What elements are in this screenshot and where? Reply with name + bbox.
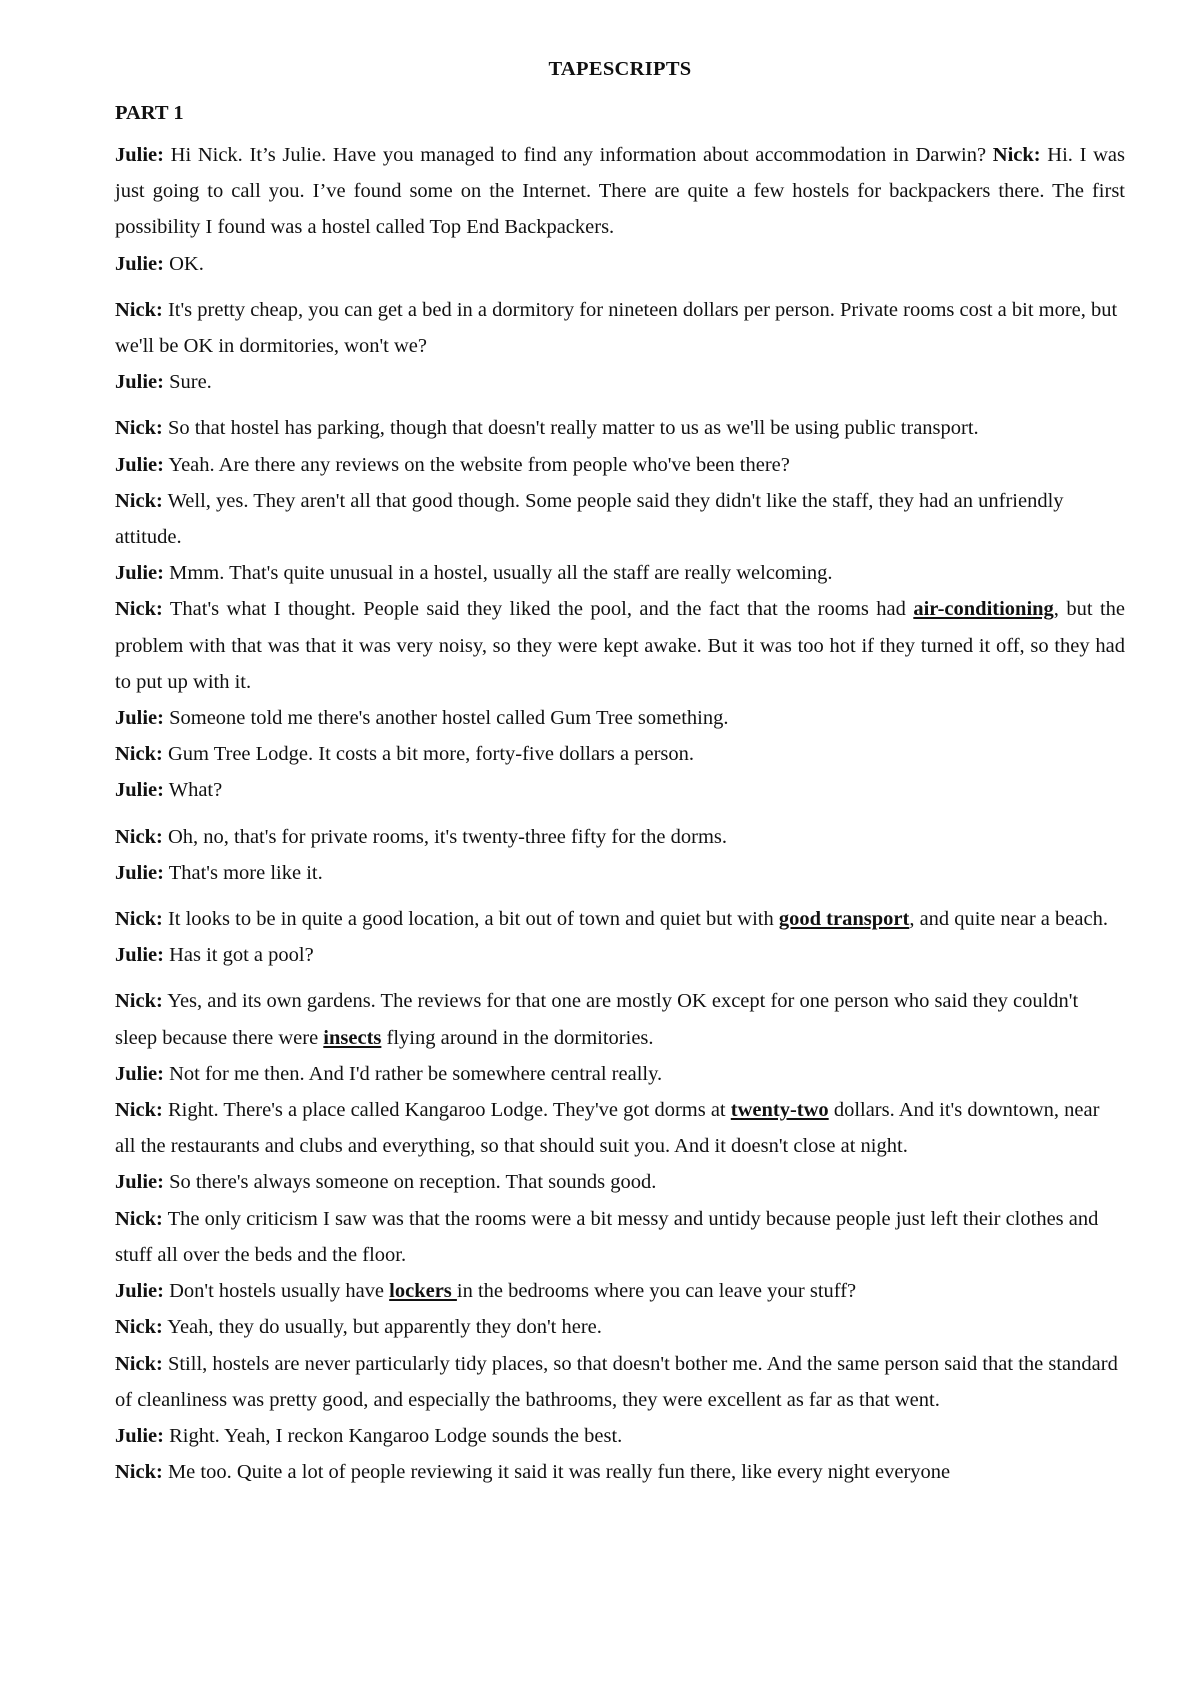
line-text: , and quite near a beach. (909, 908, 1108, 931)
speaker-label: Nick: (115, 743, 163, 766)
speaker-label: Nick: (992, 144, 1041, 166)
line-text: It looks to be in quite a good location, a bit out of town and quiet but with (162, 908, 779, 931)
dialogue-line (115, 1418, 1125, 1454)
speaker-label: Nick: (115, 1099, 163, 1122)
dialogue-line (115, 137, 1125, 246)
speaker-label: Julie: (115, 707, 164, 730)
speaker-label: Julie: (115, 1062, 164, 1085)
speaker-label: Nick: (115, 1207, 163, 1230)
line-text: The only criticism I saw was that the rooms were a bit messy and untidy because people just left their clothes and stuff all over the beds and the floor. (115, 1207, 1099, 1266)
dialogue-line (115, 555, 1125, 591)
line-text: , but the problem with that was that it was very noisy, so they were kept awake. But it was too hot if they turned it off, so they had to put up with it. (115, 598, 1125, 693)
dialogue-line (115, 819, 1125, 855)
dialogue-line (115, 483, 1125, 555)
speaker-label: Julie: (115, 144, 164, 166)
page-title: TAPESCRIPTS (548, 58, 692, 80)
dialogue-line (115, 855, 1125, 891)
dialogue-line (115, 246, 1125, 282)
speaker-label: Julie: (115, 252, 164, 275)
line-text: Hi Nick. It’s Julie. Have you managed to find any information about accommodation in Darwin? (163, 144, 993, 166)
line-text: Me too. Quite a lot of people reviewing it said it was really fun there, like every night everyone (162, 1461, 951, 1484)
line-text: Don't hostels usually have (163, 1280, 390, 1303)
speaker-label: Julie: (115, 779, 164, 802)
line-text: Mmm. That's quite unusual in a hostel, usually all the staff are really welcoming. (163, 562, 833, 585)
line-text: flying around in the dormitories. (381, 1026, 654, 1049)
speaker-label: Nick: (115, 825, 163, 848)
dialogue-line (115, 700, 1125, 736)
line-text: Still, hostels are never particularly tidy places, so that doesn't bother me. And the same person said that the standard of cleanliness was pretty good, and especially the bathrooms, they were excellent as far as that went. (115, 1352, 1118, 1411)
dialogue-line (115, 1056, 1125, 1092)
line-text: Someone told me there's another hostel called Gum Tree something. (163, 707, 729, 730)
dialogue-line (115, 901, 1125, 937)
speaker-label: Julie: (115, 1171, 164, 1194)
line-text: That's more like it. (163, 861, 323, 884)
line-text: Yeah, they do usually, but apparently they don't here. (162, 1316, 602, 1339)
dialogue-line (115, 410, 1125, 446)
line-text: Has it got a pool? (163, 944, 314, 967)
answer-keyword: air-conditioning (913, 598, 1054, 621)
speaker-label: Nick: (115, 489, 163, 512)
line-text: Oh, no, that's for private rooms, it's twenty-three fifty for the dorms. (162, 825, 728, 848)
dialogue-line (115, 1092, 1125, 1164)
speaker-label: Julie: (115, 371, 164, 394)
line-text: Not for me then. And I'd rather be somewhere central really. (163, 1062, 663, 1085)
speaker-label: Julie: (115, 861, 164, 884)
dialogue-line (115, 1273, 1125, 1309)
part-heading: PART 1 (115, 102, 184, 124)
speaker-label: Nick: (115, 990, 163, 1013)
dialogue-line (115, 1346, 1125, 1418)
line-text: Sure. (163, 371, 212, 394)
speaker-label: Nick: (115, 908, 163, 931)
line-text: in the bedrooms where you can leave your stuff? (456, 1280, 857, 1303)
speaker-label: Julie: (115, 562, 164, 585)
dialogue-line (115, 772, 1125, 808)
dialogue-line (115, 937, 1125, 973)
answer-keyword: good transport (778, 908, 910, 931)
dialogue-line (115, 591, 1125, 700)
transcript-page (115, 52, 1125, 1490)
line-text: It's pretty cheap, you can get a bed in a dormitory for nineteen dollars per person. Private rooms cost a bit more, but we'll be OK in dormitories, won't we? (115, 298, 1118, 358)
line-text: Right. Yeah, I reckon Kangaroo Lodge sounds the best. (163, 1424, 623, 1447)
speaker-label: Nick: (115, 598, 163, 621)
line-text: OK. (163, 252, 204, 275)
line-text: Well, yes. They aren't all that good though. Some people said they didn't like the staff, they had an unfriendly attitude. (115, 489, 1064, 549)
speaker-label: Julie: (115, 453, 164, 476)
line-text: That's what I thought. People said they liked the pool, and the fact that the rooms had (162, 598, 914, 621)
dialogue-line (115, 447, 1125, 483)
dialogue-line (115, 1454, 1125, 1490)
line-text: Yeah. Are there any reviews on the website from people who've been there? (163, 453, 790, 476)
speaker-label: Nick: (115, 298, 163, 321)
dialogue-line (115, 983, 1125, 1055)
line-text: dollars. And it's downtown, near all the restaurants and clubs and everything, so that should suit you. And it doesn't close at night. (115, 1099, 1100, 1158)
answer-keyword: lockers (389, 1280, 457, 1303)
speaker-label: Julie: (115, 1424, 164, 1447)
dialogue-line (115, 1164, 1125, 1200)
dialogue-line (115, 292, 1125, 364)
speaker-label: Nick: (115, 1461, 163, 1484)
line-text: Hi. I was just going to call you. I’ve found some on the Internet. There are quite a few hostels for backpackers there. The first possibility I found was a hostel called Top End Backpackers. (115, 144, 1125, 239)
line-text: Right. There's a place called Kangaroo Lodge. They've got dorms at (162, 1099, 731, 1122)
line-text: So there's always someone on reception. That sounds good. (163, 1171, 657, 1194)
line-text: Gum Tree Lodge. It costs a bit more, forty-five dollars a person. (162, 743, 695, 766)
speaker-label: Julie: (115, 944, 164, 967)
dialogue-line (115, 1201, 1125, 1273)
speaker-label: Nick: (115, 417, 163, 440)
dialogue-line (115, 736, 1125, 772)
dialogue-line (115, 1309, 1125, 1345)
speaker-label: Julie: (115, 1280, 164, 1303)
speaker-label: Nick: (115, 1352, 163, 1375)
line-text: So that hostel has parking, though that doesn't really matter to us as we'll be using public transport. (162, 417, 979, 440)
answer-keyword: insects (323, 1026, 382, 1049)
answer-keyword: twenty-two (730, 1099, 829, 1122)
speaker-label: Nick: (115, 1316, 163, 1339)
line-text: Yes, and its own gardens. The reviews for that one are mostly OK except for one person who said they couldn't sleep because there were (115, 990, 1079, 1049)
line-text: What? (163, 779, 223, 802)
dialogue-line (115, 364, 1125, 400)
